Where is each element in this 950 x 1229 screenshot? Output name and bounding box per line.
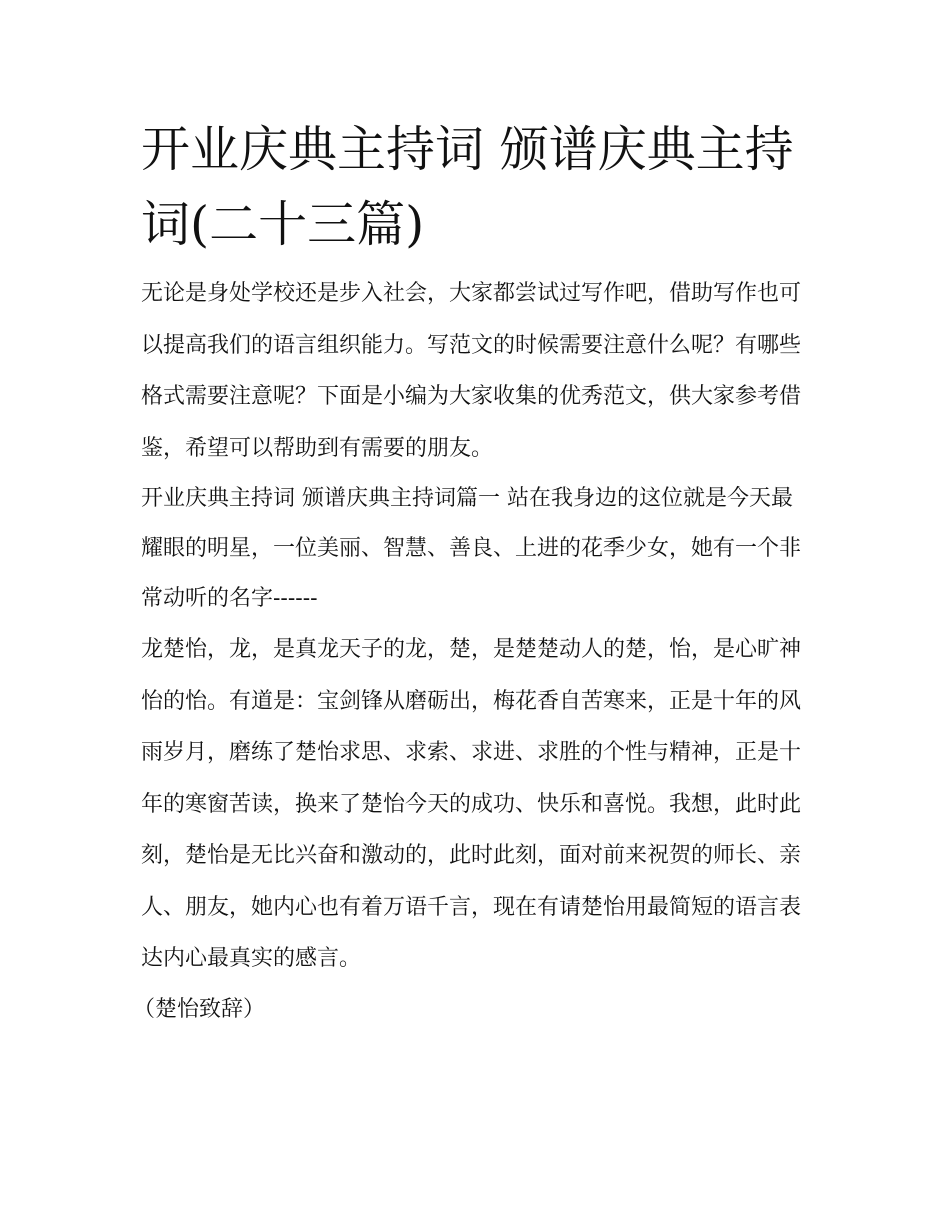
document-title: 开业庆典主持词 颁谱庆典主持词(二十三篇) [141,121,794,253]
stage-direction: （楚怡致辞） [133,996,266,1022]
paragraph-introduction-of-guest: 龙楚怡，龙，是真龙天子的龙，楚，是楚楚动人的楚，怡，是心旷神怡的怡。有道是：宝剑锋从磨砺出，梅花香自苦寒来，正是十年的风雨岁月，磨练了楚怡求思、求索、求进、求胜的个性与精神，正是十年的寒窗苦读，换来了楚怡今天的成功、快乐和喜悦。我想，此时此刻，楚怡是无比兴奋和激动的，此时此刻，面对前来祝贺的师长、亲人、朋友，她内心也有着万语千言，现在有请楚怡用最简短的语言表达内心最真实的感言。 [141,637,802,971]
document-page [133,112,813,1035]
paragraph-intro: 无论是身处学校还是步入社会，大家都尝试过写作吧，借助写作也可以提高我们的语言组织能力。写范文的时候需要注意什么呢？有哪些格式需要注意呢？下面是小编为大家收集的优秀范文，供大家参考借鉴，希望可以帮助到有需要的朋友。 [141,281,802,461]
paragraph-first-speech: 开业庆典主持词 颁谱庆典主持词篇一 站在我身边的这位就是今天最耀眼的明星，一位美丽、智慧、善良、上进的花季少女，她有一个非常动听的名字------ [141,486,802,611]
